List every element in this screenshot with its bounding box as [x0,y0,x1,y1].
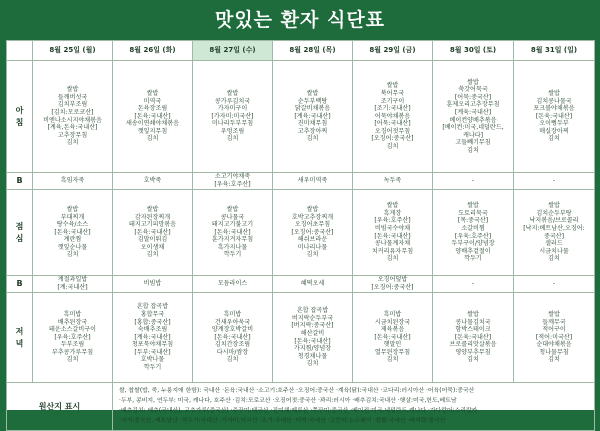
menu-item: 쌀밥 [467,78,479,86]
menu-item: 베이컨양배추볶음 [449,116,497,124]
menu-item: 쌀밥 [467,310,479,318]
menu-item: 김치 [66,356,79,364]
menu-item: 새우미역죽 [297,177,328,185]
menu-item: 김치 [146,135,159,143]
menu-item: 김치 [66,139,79,147]
menu-item: 건새우아욱국 [214,318,251,326]
menu-item: 쌀밥 [66,205,79,213]
menu-item: 쌀밥 [386,202,399,210]
menu-item: 브로콜리맛살볶음 [449,341,497,349]
origin-line: 쌀, 찹쌀(밥, 죽, 누룽지에 한함): 국내산 ·돈육:국내산 ·소고기:호주산 ·오징어:중국산 ·계육(닭):국내산 ·코다리:러시아산 ·어육(어묵):중국산 [119,388,475,394]
menu-item: [조기:국내산] [374,105,411,113]
menu-item: 치커리유자무침 [371,247,414,255]
menu-item: 부대찌개 [60,213,85,221]
menu-item: 훈제오리고추장무침 [446,101,500,109]
menu-item: [계육:국내산] [134,333,171,341]
menu-item: 조기구이 [380,97,405,105]
menu-item: 숙배추조림 [137,326,168,334]
menu-item: 비빔국수야채 [374,224,411,232]
menu-item: 쌀밥 [146,205,159,213]
menu-item: 두부구이/양념장 [451,240,495,248]
menu-item: [오징어:중국산] [291,228,334,236]
menu-cell [193,190,273,276]
day-header: 8월 28일 (목) [273,41,353,61]
menu-item: [오징어:중국산] [371,135,414,143]
menu-item: 오징어덮밥 [377,276,408,284]
menu-item: 김치 [386,143,399,151]
menu-item: 김치 [306,135,319,143]
menu-item: 들깨무국 [542,318,566,326]
menu-cell [33,61,113,173]
menu-item: 쌀밥 [306,205,319,213]
menu-item: 흑게장 [383,209,402,217]
menu-cell [113,190,193,276]
menu-item: 계란찜 [63,236,82,244]
corner-cell [7,41,33,61]
menu-item: [두부:국내산] [134,348,171,356]
menu-cell [273,190,353,276]
origin-label: 원산지 표시 [7,383,113,431]
snack-cell [33,173,113,190]
menu-item: 흔합 잡곡밥 [136,303,169,311]
menu-item: 캐나다] [462,131,484,139]
menu-cell [33,293,113,383]
meal-row [7,61,595,173]
menu-item: 탕수육/소스 [56,221,89,229]
menu-item: [돈육:국내산] [214,333,251,341]
menu-cell [353,293,433,383]
menu-cell [433,293,514,383]
menu-item: 쌀밥 [467,202,479,210]
menu-item: 가자미구이 [217,105,248,113]
menu-cell [273,293,353,383]
menu-item: 배추된장국 [57,318,88,326]
menu-item: 오이생채 [140,243,165,251]
snack-cell [433,276,514,293]
menu-item: 혜떡오세 [300,280,325,288]
menu-item: 어묵야채볶음 [374,112,411,120]
menu-item: 흑미밥 [63,310,82,318]
menu-item: 모듬라이스 [217,280,248,288]
menu-item: [돈육:국내산] [214,228,251,236]
menu-item: [낙지:베트남산,오징어: [523,224,585,232]
snack-row [7,276,595,293]
menu-item: 깻잎순나물 [57,243,88,251]
menu-item: 들깨버섯국 [57,93,88,101]
menu-item: [적어:미국산] [535,333,573,341]
menu-item: 청포묵야채무침 [131,341,174,349]
menu-item: 쑥갓어묵국 [458,86,488,94]
menu-item: 고추장무침 [57,131,88,139]
menu-item: [돈육:국내산] [294,337,331,345]
menu-item: 열무된장무침 [374,348,411,356]
origin-row [7,383,595,431]
menu-item: [우육:호주산] [454,232,492,240]
menu-item: 김치콩나물국 [536,97,572,105]
snack-label: B [7,276,33,293]
menu-cell [193,61,273,173]
menu-item: 흑미밥 [383,310,402,318]
snack-cell [353,276,433,293]
menu-item: [버지락:중국산] [291,322,334,330]
menu-item: 돈육장조림 [137,105,168,113]
menu-item: 소갈비찜 [461,224,485,232]
menu-item: 홍합무국 [140,310,165,318]
menu-item: [가자미:미국산] [211,112,254,120]
menu-item: 쌀밥 [548,202,560,210]
menu-item: 쌀밥 [226,205,239,213]
day-header: 8월 29일 (금) [353,41,433,61]
menu-item: 북어무국 [380,89,405,97]
menu-cell [113,61,193,173]
menu-item: 다시마/쌈장 [216,348,249,356]
menu-item: [우육:호주산] [374,217,411,225]
menu-item: 김치 [146,251,159,259]
snack-label: B [7,173,33,190]
menu-item: 영양부추무침 [455,348,491,356]
menu-item: 돼지고기불고기 [211,221,254,229]
menu-item: 시금치된장국 [374,318,411,326]
origin-line: ·낙지:중국산, 베트남산 ·적두가:국내산 ·가자미:미국산 ·조기:국내산 ·미역:국내산 ·고등어:노르웨이 ·찹쌀:국내산 ·버지락:중국산 [119,418,446,424]
snack-cell [113,276,193,293]
menu-item: [김치:모로코산] [51,108,94,116]
snack-cell [33,276,113,293]
menu-item: 김치 [306,360,319,368]
menu-item: [계:국내산] [57,284,88,291]
menu-item: 쌀밥 [548,89,560,97]
menu-item: 우엉조림 [220,127,245,135]
menu-item: 적어구이 [542,326,566,334]
origin-line: ·두부, 콩비지, 연두부: 미국, 캐나다, 호주산 ·김치:모로코산 ·오징어젓:중국산 ·꽈리:러시아 ·배추김치:국내산 ·햇살:미국,헌도,베트남 [119,398,457,404]
menu-item: [베이컨:미국,네덜란드, [442,124,504,132]
snack-cell [353,173,433,190]
menu-item: [돈육:국내산] [54,228,91,236]
menu-item: [계육:국내산] [454,108,492,116]
menu-item: 쌀밥 [548,310,560,318]
day-header: 8월 31일 (일) [514,41,595,61]
snack-cell [514,173,595,190]
meal-label: 점 심 [7,190,33,276]
menu-item: [돈육:국내산] [374,232,411,240]
menu-item: 양배추겉절이 [455,247,491,255]
menu-item: 감자된장찌개 [134,213,171,221]
menu-item: 해산갈비 [300,329,325,337]
menu-item: 청경채나물 [297,352,328,360]
menu-item: 호박고추장찌개 [291,213,334,221]
menu-cell [433,190,514,276]
menu-item: 김치순두부탕 [536,209,572,217]
menu-item: 김치 [467,356,479,364]
menu-item: 샐러드 [545,240,563,248]
menu-item: 진미채무침 [297,120,328,128]
menu-item: 김치 [548,135,560,143]
menu-item: [어묵:국내산] [374,120,411,128]
meal-row [7,190,595,276]
snack-cell [273,173,353,190]
menu-item: 쌀밥 [306,89,319,97]
menu-cell [113,293,193,383]
menu-item: 콩나물계자채 [374,240,411,248]
menu-item: 흑미밥 [223,310,242,318]
menu-item: - [552,177,556,185]
menu-item: 돼운소스갈비구이 [48,326,97,334]
menu-item: [오징어:중국산] [371,284,414,291]
menu-item: [돈육:국내산] [134,228,171,236]
menu-item: 훈가지겨자무침 [211,236,254,244]
menu-item: 쌀밥 [386,82,399,90]
day-header: 8월 27일 (수) [193,41,273,61]
day-header: 8월 26일 (화) [113,41,193,61]
snack-cell [193,173,273,190]
snack-cell [433,173,514,190]
menu-cell [33,190,113,276]
menu-item: 김치간장조림 [214,341,251,349]
menu-item: 매실장아찌 [539,127,569,135]
menu-item: 순대야채볶음 [536,341,572,349]
day-header: 8월 25일 (월) [33,41,113,61]
menu-item: [우육:호주산] [54,333,91,341]
menu-item: 김치 [226,135,239,143]
meal-label: 저 녁 [7,293,33,383]
menu-item: 고들빼기무침 [455,139,491,147]
menu-item: 오이뻥두부 [539,120,569,128]
menu-item: - [471,280,475,288]
menu-item: 미나리나물 [297,243,328,251]
menu-cell [193,293,273,383]
menu-item: [돈육:국내산] [535,112,573,120]
menu-cell [353,61,433,173]
menu-item: 흑가지나물 [217,243,248,251]
menu-item: 소고기야채죽 [214,173,251,181]
menu-item: 김치 [548,356,560,364]
menu-item: 해쉬브라운 [297,236,328,244]
menu-item: 계절과일밥 [57,276,88,284]
menu-item: 새송이연쇄야채볶음 [126,120,179,128]
menu-item: 김치 [226,356,239,364]
menu-item: 녹두죽 [383,177,402,185]
menu-item: 흔합 잡곡밥 [296,307,329,315]
menu-table [6,40,595,431]
menu-item: 쌀밥 [66,86,79,94]
menu-item: 깍두기 [464,255,482,263]
menu-item: 호박나물 [140,356,165,364]
menu-item: 김치 [386,356,399,364]
snack-cell [113,173,193,190]
menu-item: 김치 [66,251,79,259]
menu-item: 미나리두부무침 [211,120,254,128]
menu-item: 가지찜/양념장 [293,345,332,353]
menu-item: 비빔밥 [143,280,162,288]
menu-item: [어묵:중국산] [454,93,492,101]
menu-item: 부추콩가루무침 [51,348,94,356]
menu-item: [돈육:국내산] [454,333,492,341]
menu-item: 버지락순두부국 [291,314,334,322]
menu-item: 중국산] [543,232,565,240]
menu-item: 두부조림 [60,341,85,349]
menu-item: - [471,177,475,185]
menu-item: 청나물무침 [539,348,569,356]
snack-row [7,173,595,190]
menu-item: 순두부백탕 [297,97,328,105]
meal-label: 아 침 [7,61,33,173]
menu-item: 시금치나물 [539,247,569,255]
menu-sheet [6,40,594,424]
menu-item: 김말이튀김 [137,236,168,244]
menu-item: 쌀밥 [146,89,159,97]
day-header: 8월 30일 (토) [433,41,514,61]
menu-item: 함박스테이크 [455,326,491,334]
menu-item: 닭갈비채볶음 [294,105,331,113]
menu-item: [목:중국산] [457,217,489,225]
menu-item: 깍두기 [223,251,242,259]
menu-item: [돈육:국내산] [374,333,411,341]
menu-item: 콩나물국 [220,213,245,221]
snack-cell [273,276,353,293]
menu-item: 김치 [467,146,479,154]
snack-cell [514,276,595,293]
menu-cell [433,61,514,173]
menu-item: [돈육:국내산] [134,112,171,120]
menu-item: 김치 [548,255,560,263]
menu-item: 오징어젓무침 [374,127,411,135]
menu-item: 김치부조림 [57,101,88,109]
menu-item: 고추장아찌 [297,127,328,135]
menu-item: [우육:호주산] [214,181,251,188]
menu-item: 콩나물김치국 [455,318,491,326]
page-title: 맛있는 환자 식단표 [214,9,386,31]
menu-item: [계육,돈육:국내산] [47,124,98,132]
menu-item: 도토리묵국 [458,209,488,217]
menu-item: 비엔나소시지야채볶음 [43,116,102,124]
menu-item: 깻잎지무침 [137,127,168,135]
menu-cell [514,61,595,173]
menu-item: 콩가루김치국 [214,97,251,105]
menu-item: [계육:국내산] [294,112,331,120]
origin-text [113,383,595,431]
day-header-row [7,41,595,61]
menu-item: 포크볼야채볶음 [533,105,575,113]
menu-item: 햇말인 [383,341,402,349]
snack-cell [193,276,273,293]
menu-item: 흑임자죽 [60,177,85,185]
menu-item: 돼지고기피망볶음 [128,221,177,229]
menu-item: 양계장호박갈비 [211,326,254,334]
menu-cell [514,293,595,383]
menu-item: 제육볶음 [380,326,405,334]
menu-item: 김치 [386,255,399,263]
menu-item: 미역국 [143,97,162,105]
menu-cell [514,190,595,276]
menu-item: [홍합:중국산] [134,318,171,326]
origin-line: ·배추김치: 배추(국내산), 고추가루(중국산) ·주꾸미:태국산 ·진미채:페루산 ·쭈꾸미:중국산 ·베이컨:미국,네덜란드,캐나다 ·가다랑어:스리랑카 [119,408,478,414]
menu-item: 호박죽 [143,177,162,185]
menu-cell [353,190,433,276]
meal-row [7,293,595,383]
menu-item: 쌀밥 [226,89,239,97]
menu-item: 김치 [306,251,319,259]
menu-item: 깍두기 [143,364,162,372]
menu-item: 오징어초무침 [294,221,331,229]
menu-cell [273,61,353,173]
menu-item: - [552,280,556,288]
menu-item: 낙지볶음/브로콜리 [529,217,579,225]
